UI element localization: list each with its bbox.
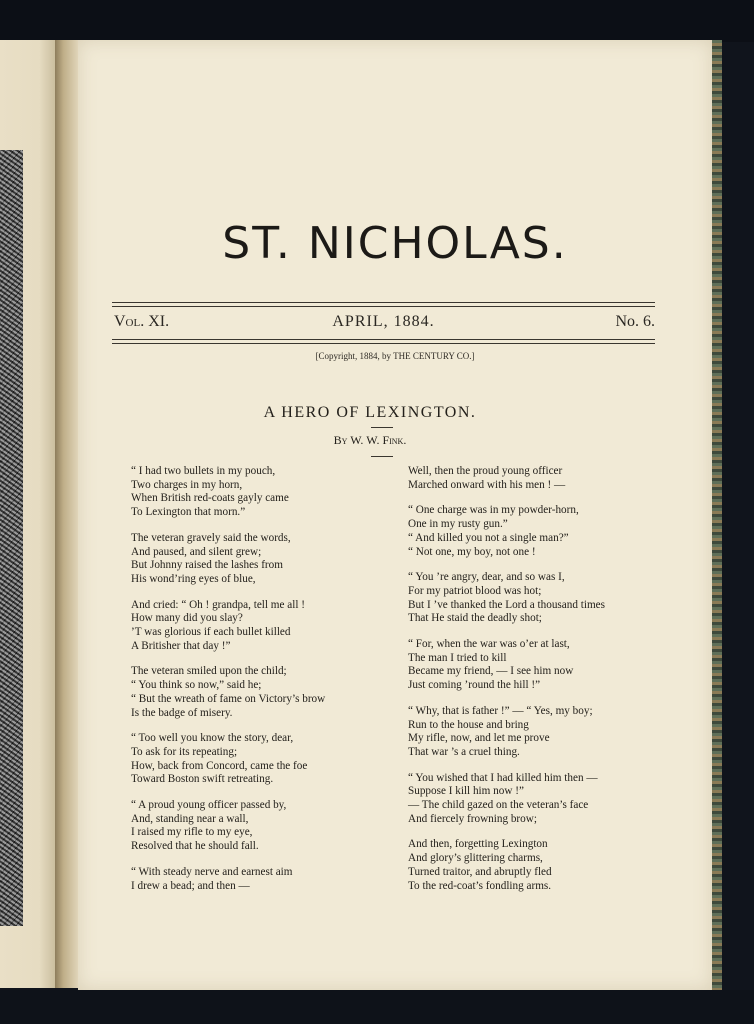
poem-line: Became my friend, — I see him now <box>408 665 574 678</box>
poem-line: How, back from Concord, came the foe <box>131 759 308 772</box>
copyright-notice: [Copyright, 1884, by THE CENTURY CO.] <box>315 351 475 361</box>
poem-line: Suppose I kill him now !” <box>408 785 524 798</box>
poem-line: That war ’s a cruel thing. <box>408 745 520 758</box>
poem-line: “ One charge was in my powder-horn, <box>408 504 579 517</box>
article-byline: By W. W. Fink. <box>333 433 407 447</box>
book-gutter <box>55 40 79 988</box>
poem-line: Two charges in my horn, <box>131 478 243 491</box>
poem-line: Resolved that he should fall. <box>131 840 259 853</box>
issue-number: No. 6. <box>615 313 655 330</box>
poem-stanza <box>408 838 678 893</box>
byline-rule <box>371 456 393 457</box>
poem-line: ’T was glorious if each bullet killed <box>131 626 291 639</box>
poem-line: Just coming ’round the hill !” <box>408 679 541 692</box>
poem-line: Is the badge of misery. <box>131 706 233 719</box>
poem-line: “ A proud young officer passed by, <box>131 799 287 812</box>
facing-page <box>0 40 56 988</box>
poem-line: The veteran smiled upon the child; <box>131 665 287 678</box>
poem-line: And glory’s glittering charms, <box>408 852 543 865</box>
poem-line: The man I tried to kill <box>408 651 507 664</box>
poem-line: And paused, and silent grew; <box>131 545 262 558</box>
poem-line: To the red-coat’s fondling arms. <box>408 879 552 892</box>
poem-line: “ Why, that is father !” — “ Yes, my boy; <box>408 704 593 717</box>
magazine-page <box>78 40 712 990</box>
scan-background-top <box>0 0 754 42</box>
poem-line: How many did you slay? <box>131 612 243 625</box>
poem-stanza <box>131 599 391 654</box>
poem-line: But I ’ve thanked the Lord a thousand times <box>408 598 605 611</box>
masthead-rule-top-inner <box>112 306 655 307</box>
masthead-rule-bottom <box>112 339 655 340</box>
frontispiece-engraving <box>0 150 23 926</box>
poem-right-column <box>408 465 678 893</box>
poem-line: When British red-coats gayly came <box>131 492 289 505</box>
poem-line: For my patriot blood was hot; <box>408 584 542 597</box>
poem-line: “ Not one, my boy, not one ! <box>408 545 536 558</box>
poem-line: Well, then the proud young officer <box>408 465 563 477</box>
poem-line: Toward Boston swift retreating. <box>131 773 274 786</box>
poem-line: But Johnny raised the lashes from <box>131 559 283 572</box>
title-rule <box>371 427 393 428</box>
poem-line: “ For, when the war was o’er at last, <box>408 638 570 651</box>
poem-line: And, standing near a wall, <box>131 812 249 825</box>
poem-stanza <box>131 799 391 854</box>
poem-line: — The child gazed on the veteran’s face <box>408 799 589 812</box>
poem-line: The veteran gravely said the words, <box>131 531 291 544</box>
poem-line: I drew a bead; and then — <box>131 879 250 892</box>
masthead-rule-bottom-inner <box>112 343 655 344</box>
poem-line: Turned traitor, and abruptly fled <box>408 865 552 878</box>
poem-stanza <box>131 465 391 520</box>
masthead-rule-top <box>112 302 655 303</box>
poem-line: One in my rusty gun.” <box>408 518 508 531</box>
poem-line: To ask for its repeating; <box>131 745 238 758</box>
poem-stanza <box>408 571 678 626</box>
poem-stanza <box>131 866 391 893</box>
poem-stanza <box>408 465 678 492</box>
poem-line: “ And killed you not a single man?” <box>408 531 569 544</box>
scan-background-bottom <box>0 990 754 1024</box>
poem-stanza <box>408 772 678 827</box>
poem-line: “ Too well you know the story, dear, <box>131 732 294 745</box>
article-title: A HERO OF LEXINGTON. <box>263 404 477 421</box>
poem-line: To Lexington that morn.” <box>131 506 246 519</box>
poem-line: A Britisher that day !” <box>131 639 231 652</box>
poem-line: And then, forgetting Lexington <box>408 838 548 851</box>
poem-line: “ But the wreath of fame on Victory’s brow <box>131 692 326 705</box>
volume-label: Vol. XI. <box>114 313 170 330</box>
poem-line: Run to the house and bring <box>408 718 529 731</box>
poem-line: I raised my rifle to my eye, <box>131 826 253 839</box>
poem-line: His wond’ring eyes of blue, <box>131 572 256 585</box>
poem-line: “ You think so now,” said he; <box>131 679 262 692</box>
issue-line <box>112 313 655 335</box>
poem-stanza <box>408 638 678 693</box>
poem-line: “ I had two bullets in my pouch, <box>131 465 276 477</box>
poem-line: That He staid the deadly shot; <box>408 612 542 625</box>
poem-stanza <box>131 532 391 587</box>
poem-line: “ You ’re angry, dear, and so was I, <box>408 571 565 584</box>
masthead-title: ST. NICHOLAS. <box>222 218 568 269</box>
poem-line: And fiercely frowning brow; <box>408 812 537 825</box>
poem-line: And cried: “ Oh ! grandpa, tell me all ! <box>131 598 305 611</box>
poem-left-column <box>131 465 391 893</box>
poem-stanza <box>408 705 678 760</box>
poem-line: Marched onward with his men ! — <box>408 478 566 491</box>
issue-date: APRIL, 1884. <box>332 313 435 330</box>
poem-line: My rifle, now, and let me prove <box>408 732 550 745</box>
poem-stanza <box>131 665 391 720</box>
poem-line: “ You wished that I had killed him then — <box>408 771 598 784</box>
poem-stanza <box>131 732 391 787</box>
poem-stanza <box>408 504 678 559</box>
poem-line: “ With steady nerve and earnest aim <box>131 865 293 878</box>
